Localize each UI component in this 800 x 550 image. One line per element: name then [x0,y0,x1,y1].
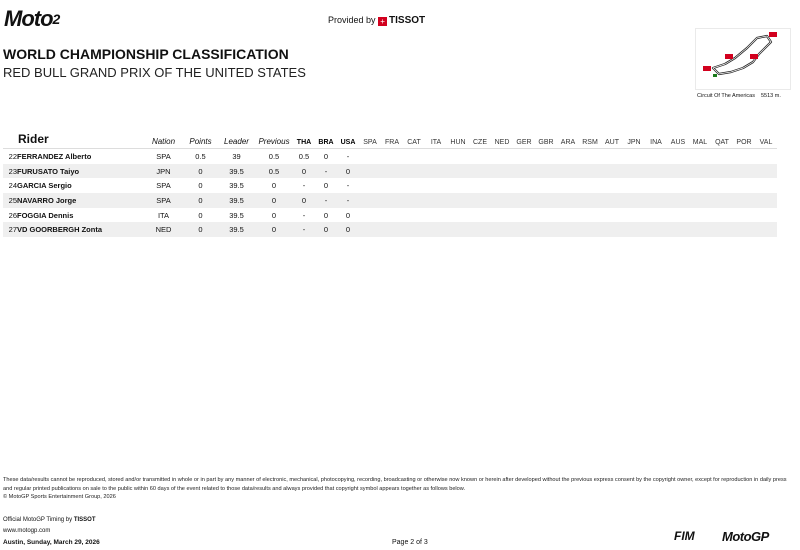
gp-header: CZE [469,128,491,149]
gp-header: SPA [359,128,381,149]
rider-points: 0.5 [195,151,206,161]
race-result [733,208,755,223]
race-result: 0.5 [298,151,310,161]
race-result: 0 [337,164,359,179]
table-row [3,208,777,223]
race-result [491,208,513,223]
disclaimer [3,476,793,502]
race-result [733,222,755,237]
race-result [359,164,381,179]
rider-nation: SPA [156,181,171,191]
race-result: 0 [345,210,351,220]
rider-name: FURUSATO Taiyo [17,164,144,179]
gp-header: THA [293,128,315,149]
race-result [535,208,557,223]
gp-header: CAT [403,128,425,149]
race-result: 0 [293,193,315,208]
race-result [689,222,711,237]
race-result [623,164,645,179]
rider-nation: SPA [144,193,183,208]
race-result [755,149,777,164]
race-result [447,193,469,208]
race-result [403,164,425,179]
race-result [535,149,557,164]
gp-header: GBR [535,128,557,149]
circuit-map-icon [695,28,791,90]
points-header: Points [183,128,218,149]
race-result [381,178,403,193]
table-row [3,149,777,164]
page-title: WORLD CHAMPIONSHIP CLASSIFICATION [3,46,289,62]
race-result [403,208,425,223]
race-result [359,193,381,208]
table-row [3,222,777,237]
rider-header: Rider [3,128,144,149]
race-result [557,149,579,164]
race-result [535,178,557,193]
race-result [513,149,535,164]
race-result [403,222,425,237]
rider-position: 27 [3,222,17,237]
circuit-length: 5513 m. [761,93,781,99]
race-result [425,164,447,179]
copyright-text: © MotoGP Sports Entertainment Group, 2026 [3,494,116,500]
classification-table [3,128,777,237]
race-result [381,193,403,208]
race-result [469,149,491,164]
race-result [645,208,667,223]
race-result [623,222,645,237]
race-result [447,149,469,164]
race-result [601,149,623,164]
page-subtitle: RED BULL GRAND PRIX OF THE UNITED STATES [3,65,306,80]
race-result [469,208,491,223]
gp-header: ARA [557,128,579,149]
race-result [711,208,733,223]
rider-nation: NED [144,222,183,237]
rider-points: 0 [198,181,203,191]
timing-credit [3,517,95,523]
rider-name: NAVARRO Jorge [17,193,144,208]
race-result [359,149,381,164]
rider-leader-gap: 39 [232,151,241,161]
gp-header: INA [645,128,667,149]
gp-header: FRA [381,128,403,149]
race-result [535,193,557,208]
nation-header: Nation [144,128,183,149]
race-result [755,208,777,223]
race-result [755,178,777,193]
race-result: - [315,164,337,179]
logo-number: 2 [52,11,60,27]
race-result [447,208,469,223]
race-result [711,193,733,208]
logo-text: Moto [4,6,53,31]
rider-previous-gap: 0.5 [268,151,280,161]
race-result [667,164,689,179]
race-result [667,193,689,208]
race-result [733,178,755,193]
rider-previous-gap: 0 [271,181,277,191]
race-result [469,178,491,193]
race-result [667,178,689,193]
rider-position: 23 [3,164,17,179]
race-result [755,164,777,179]
rider-previous-gap: 0 [255,222,293,237]
race-result [491,164,513,179]
race-result [381,208,403,223]
race-result [645,149,667,164]
race-result [623,149,645,164]
race-result [491,149,513,164]
race-result [579,193,601,208]
race-result: - [315,193,337,208]
rider-previous-gap: 0 [255,193,293,208]
provided-by [328,15,425,26]
race-result: - [293,222,315,237]
rider-nation: ITA [157,210,170,220]
race-result [491,222,513,237]
previous-header: Previous [255,128,293,149]
race-result [557,164,579,179]
race-result [513,193,535,208]
page-number: Page 2 of 3 [392,539,428,546]
fim-logo: FIM [674,529,695,543]
motogp-logo: MotoGP [722,529,769,544]
race-result [601,208,623,223]
moto2-logo [4,8,59,30]
rider-position: 22 [8,151,17,161]
rider-position: 26 [8,210,17,220]
website-link[interactable]: www.motogp.com [3,528,51,534]
event-date: Austin, Sunday, March 29, 2026 [3,539,100,546]
disclaimer-text: These data/results cannot be reproduced, stored and/or transmitted in whole or in part by any manner of electronic, mechanical, photocopying, recording, broadcasting or otherwise now known or herein after developed without the previous express consent by the copyright owner, except for reproduction in daily press and regular printed publications on sale to the public within 60 days of the event related to those data/results and always provided that copyright symbol appears together as follows below. [3,477,787,492]
race-result [645,178,667,193]
race-result [623,193,645,208]
rider-name: GARCIA Sergio [17,181,72,191]
gp-header: JPN [623,128,645,149]
race-result [579,149,601,164]
race-result [733,193,755,208]
race-result: - [346,181,350,191]
gp-header: HUN [447,128,469,149]
rider-leader-gap: 39.5 [218,193,255,208]
race-result [689,208,711,223]
race-result [645,164,667,179]
gp-header: MAL [689,128,711,149]
race-result [425,222,447,237]
race-result: - [302,181,306,191]
gp-header: GER [513,128,535,149]
timing-brand: TISSOT [73,517,96,523]
race-result: 0 [323,181,329,191]
race-result [381,222,403,237]
rider-leader-gap: 39.5 [218,222,255,237]
race-result [557,222,579,237]
race-result [513,208,535,223]
race-result [601,164,623,179]
race-result [469,222,491,237]
race-result [557,208,579,223]
rider-nation: SPA [156,151,171,161]
race-result [601,193,623,208]
race-result [711,149,733,164]
gp-header: ITA [425,128,447,149]
rider-previous-gap: 0 [271,210,277,220]
race-result [601,222,623,237]
rider-position: 25 [3,193,17,208]
rider-leader-gap: 39.5 [218,164,255,179]
gp-header: RSM [579,128,601,149]
rider-points: 0 [198,210,203,220]
race-result [579,208,601,223]
race-result [579,222,601,237]
rider-leader-gap: 39.5 [229,181,244,191]
race-result [711,222,733,237]
race-result [403,149,425,164]
race-result [689,149,711,164]
race-result [491,178,513,193]
gp-header: QAT [711,128,733,149]
race-result [425,193,447,208]
race-result: - [337,193,359,208]
leader-header: Leader [218,128,255,149]
race-result [359,222,381,237]
race-result [623,208,645,223]
race-result [601,178,623,193]
race-result [447,222,469,237]
race-result [711,178,733,193]
race-result [645,193,667,208]
gp-header: AUT [601,128,623,149]
race-result [711,164,733,179]
table-row [3,164,777,179]
race-result [447,178,469,193]
race-result [491,193,513,208]
gp-header: VAL [755,128,777,149]
race-result: 0 [293,164,315,179]
race-result [579,178,601,193]
gp-header: AUS [667,128,689,149]
race-result [381,164,403,179]
race-result [513,222,535,237]
rider-points: 0 [183,164,218,179]
gp-header: USA [337,128,359,149]
race-result [623,178,645,193]
race-result [425,149,447,164]
race-result [667,149,689,164]
circuit-name: Circuit Of The Americas [697,93,755,99]
race-result: 0 [337,222,359,237]
race-result [755,193,777,208]
rider-nation: JPN [144,164,183,179]
race-result [689,193,711,208]
gp-header: POR [733,128,755,149]
race-result [557,193,579,208]
race-result: - [302,210,306,220]
race-result [689,178,711,193]
rider-points: 0 [183,193,218,208]
rider-name: VD GOORBERGH Zonta [17,222,144,237]
race-result [425,208,447,223]
rider-previous-gap: 0.5 [255,164,293,179]
gp-header: NED [491,128,513,149]
race-result [535,164,557,179]
race-result [535,222,557,237]
table-row [3,178,777,193]
race-result [425,178,447,193]
race-result: 0 [323,151,329,161]
race-result [513,164,535,179]
race-result [469,193,491,208]
gp-header: BRA [315,128,337,149]
race-result [513,178,535,193]
race-result [381,149,403,164]
rider-name: FERRANDEZ Alberto [17,151,92,161]
table-header-row [3,128,777,149]
race-result [469,164,491,179]
table-row [3,193,777,208]
race-result [359,178,381,193]
race-result [579,164,601,179]
rider-position: 24 [8,181,17,191]
race-result [403,178,425,193]
sponsor-name: TISSOT [389,15,426,26]
race-result [733,149,755,164]
rider-points: 0 [183,222,218,237]
race-result [733,164,755,179]
race-result [667,222,689,237]
race-result [689,164,711,179]
provided-by-label: Provided by [328,15,376,25]
timing-label: Official MotoGP Timing by [3,517,73,523]
race-result [645,222,667,237]
rider-leader-gap: 39.5 [229,210,244,220]
rider-name: FOGGIA Dennis [17,210,74,220]
race-result [403,193,425,208]
race-result [667,208,689,223]
race-result [447,164,469,179]
race-result: 0 [323,210,329,220]
race-result: - [346,151,350,161]
race-result [557,178,579,193]
tissot-cross-icon: + [378,17,387,26]
race-result [755,222,777,237]
race-result: 0 [315,222,337,237]
race-result [359,208,381,223]
